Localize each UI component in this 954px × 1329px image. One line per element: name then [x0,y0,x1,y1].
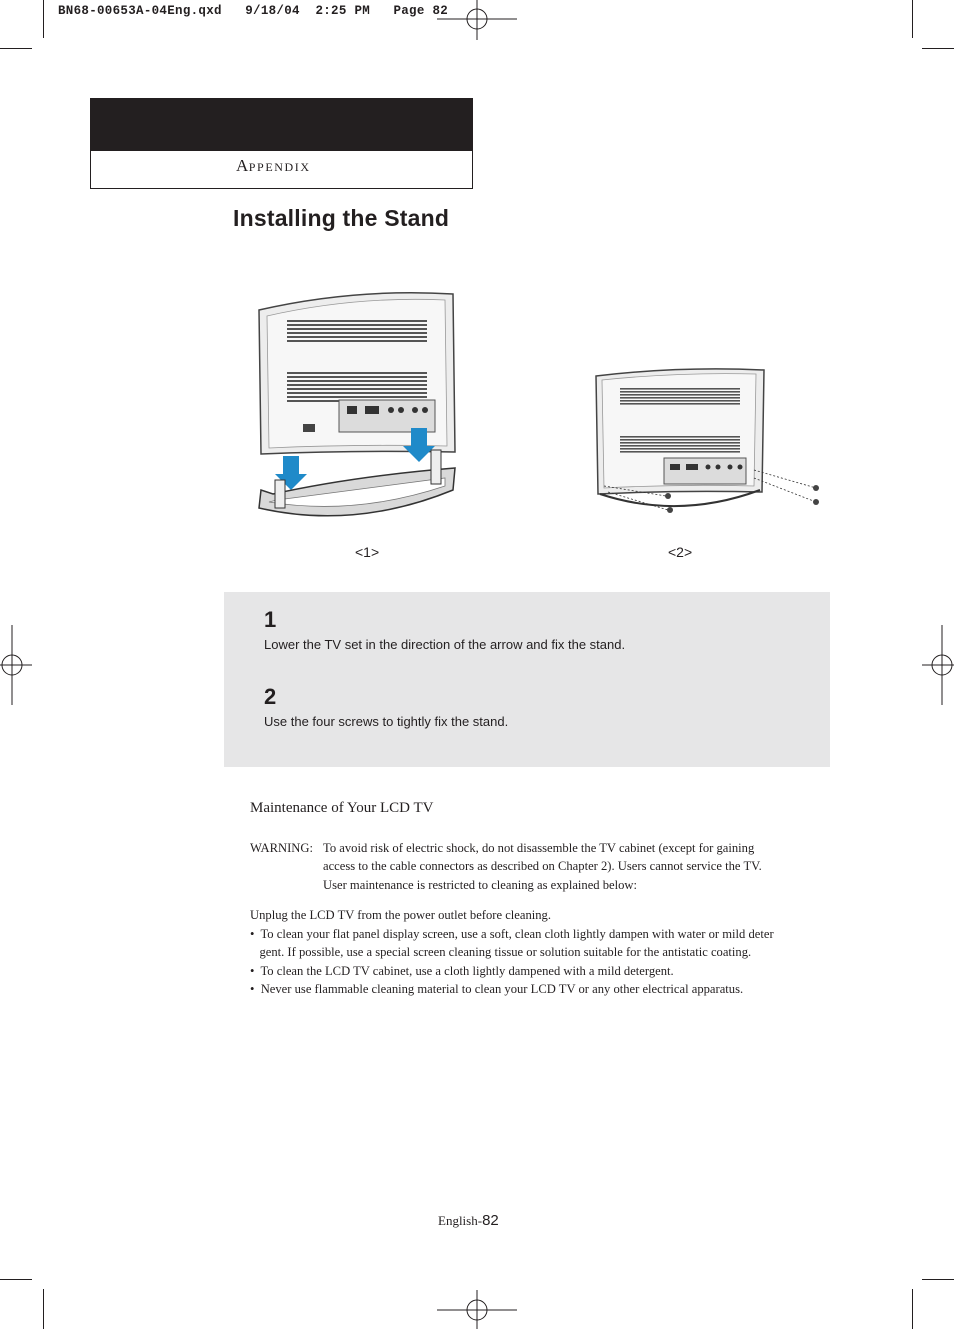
cleaning-bullet: • Never use flammable cleaning material to clean your LCD TV or any other electrical apparatus. [250,982,744,996]
print-slug: BN68-00653A-04Eng.qxd 9/18/04 2:25 PM Page 82 [58,4,449,18]
step-2-text: Use the four screws to tightly fix the stand. [264,714,509,729]
cleaning-bullet: • To clean the LCD TV cabinet, use a cloth lightly dampened with a mild detergent. [250,964,674,978]
warning-line: To avoid risk of electric shock, do not disassemble the TV cabinet (except for gaining [323,841,755,855]
step-1-number: 1 [264,607,277,632]
page-title: Installing the Stand [233,205,450,231]
figure-1-caption: <1> [355,544,380,560]
steps-panel [224,592,830,767]
maintenance-heading: Maintenance of Your LCD TV [250,800,434,816]
section-label: APPENDIX [236,156,311,175]
step-2-number: 2 [264,684,277,709]
page-number: English-82 [438,1212,499,1229]
warning-line: access to the cable connectors as described on Chapter 2). Users cannot service the TV. [323,859,762,873]
cleaning-intro: Unplug the LCD TV from the power outlet before cleaning. [250,908,552,922]
section-header-bar [91,99,472,151]
step-1-text: Lower the TV set in the direction of the arrow and fix the stand. [264,637,626,652]
figure-2-caption: <2> [668,544,693,560]
cleaning-bullet: gent. If possible, use a special screen cleaning tissue or solution suitable for the antistatic coating. [250,945,752,959]
warning-line: User maintenance is restricted to cleaning as explained below: [323,878,638,892]
section-header [90,98,473,189]
warning-label: WARNING: [250,841,313,855]
figure-2-illustration [594,366,824,518]
figure-1-illustration [255,290,465,522]
cleaning-bullet: • To clean your flat panel display screen, use a soft, clean cloth lightly dampen with water or mild deter [250,927,774,941]
